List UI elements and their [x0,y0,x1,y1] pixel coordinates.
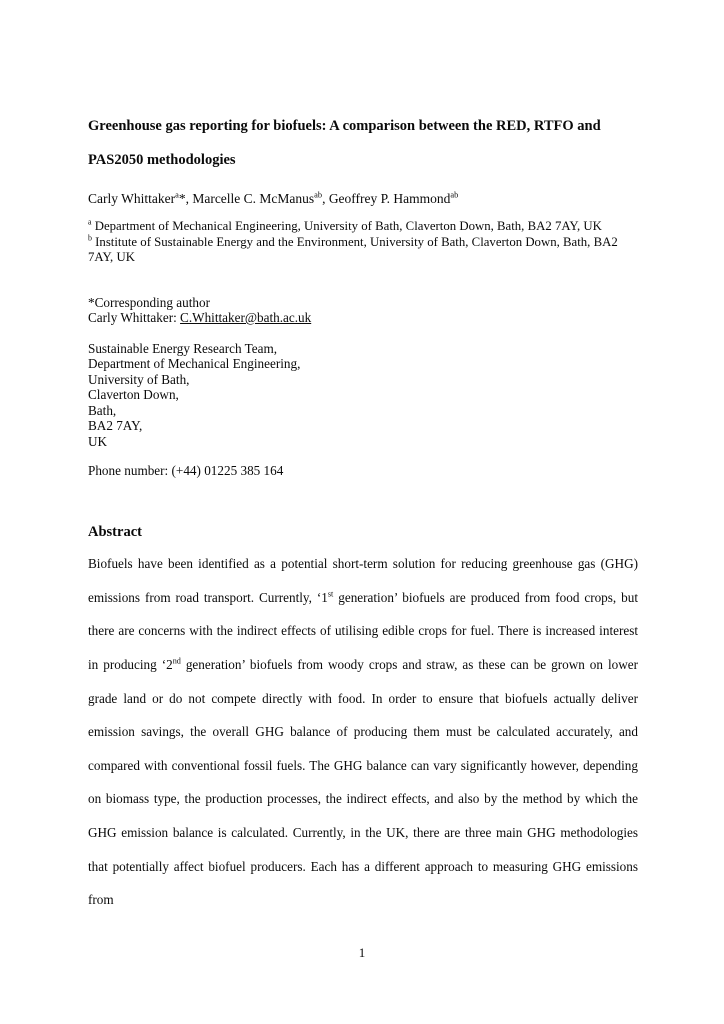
address-line: UK [88,434,108,450]
email-link[interactable]: C.Whittaker@bath.ac.uk [180,310,312,325]
corresponding-name-label: Carly Whittaker: [88,310,181,325]
abstract-paragraph: Biofuels have been identified as a potential short-term solution for reducing greenhouse gas (GHG) emissions from road transport. Currently, ‘1st generation’ biofuels are produced from food crops, but there are concerns with the indirect effects of utilising edible crops for fuel. There is increased interest in producing ‘2nd generation’ biofuels from woody crops and straw, as these can be grown on lower grade land or do not compete directly with food. In order to ensure that biofuels actually deliver emission savings, the overall GHG balance of producing them must be calculated accurately, and compared with conventional fossil fuels. The GHG balance can vary significantly however, depending on biomass type, the production processes, the indirect effects, and also by the method by which the GHG emission balance is calculated. Currently, in the UK, there are three main GHG methodologies that potentially affect biofuel producers. Each has a different approach to measuring GHG emissions from [88,556,639,908]
page-content [88,0,638,917]
author-line: Carly Whittaker$^a$*, Marcelle C. McManus$^{ab}$, Geoffrey P. Hammond$^{ab}$ [88,190,459,206]
address-line: Sustainable Energy Research Team, [88,340,278,356]
phone-number: Phone number: (+44) 01225 385 164 [88,462,284,478]
corresponding-contact [88,310,638,326]
affiliation-b: $^b$ Institute of Sustainable Energy and the Environment, University of Bath, Claverton Down, Bath, BA2 7AY, UK [88,233,618,264]
page-number: 1 [358,945,366,960]
affiliations-block [88,219,638,266]
corresponding-note: *Corresponding author [88,294,210,310]
postal-address-block [88,341,638,450]
paper-title [88,109,638,177]
paper-title-line-2: PAS2050 methodologies [88,152,236,168]
abstract-heading: Abstract [88,524,142,541]
address-line: Department of Mechanical Engineering, [88,356,301,372]
affiliation-a: $^a$ Department of Mechanical Engineering, University of Bath, Claverton Down, Bath, BA2 7AY, UK [88,217,602,233]
address-line: Claverton Down, [88,387,179,403]
corresponding-author-block [88,295,638,326]
address-line: Bath, [88,402,117,418]
address-line: BA2 7AY, [88,418,143,434]
address-line: University of Bath, [88,371,190,387]
paper-title-line-1: Greenhouse gas reporting for biofuels: A comparison between the RED, RTFO and [88,118,601,134]
